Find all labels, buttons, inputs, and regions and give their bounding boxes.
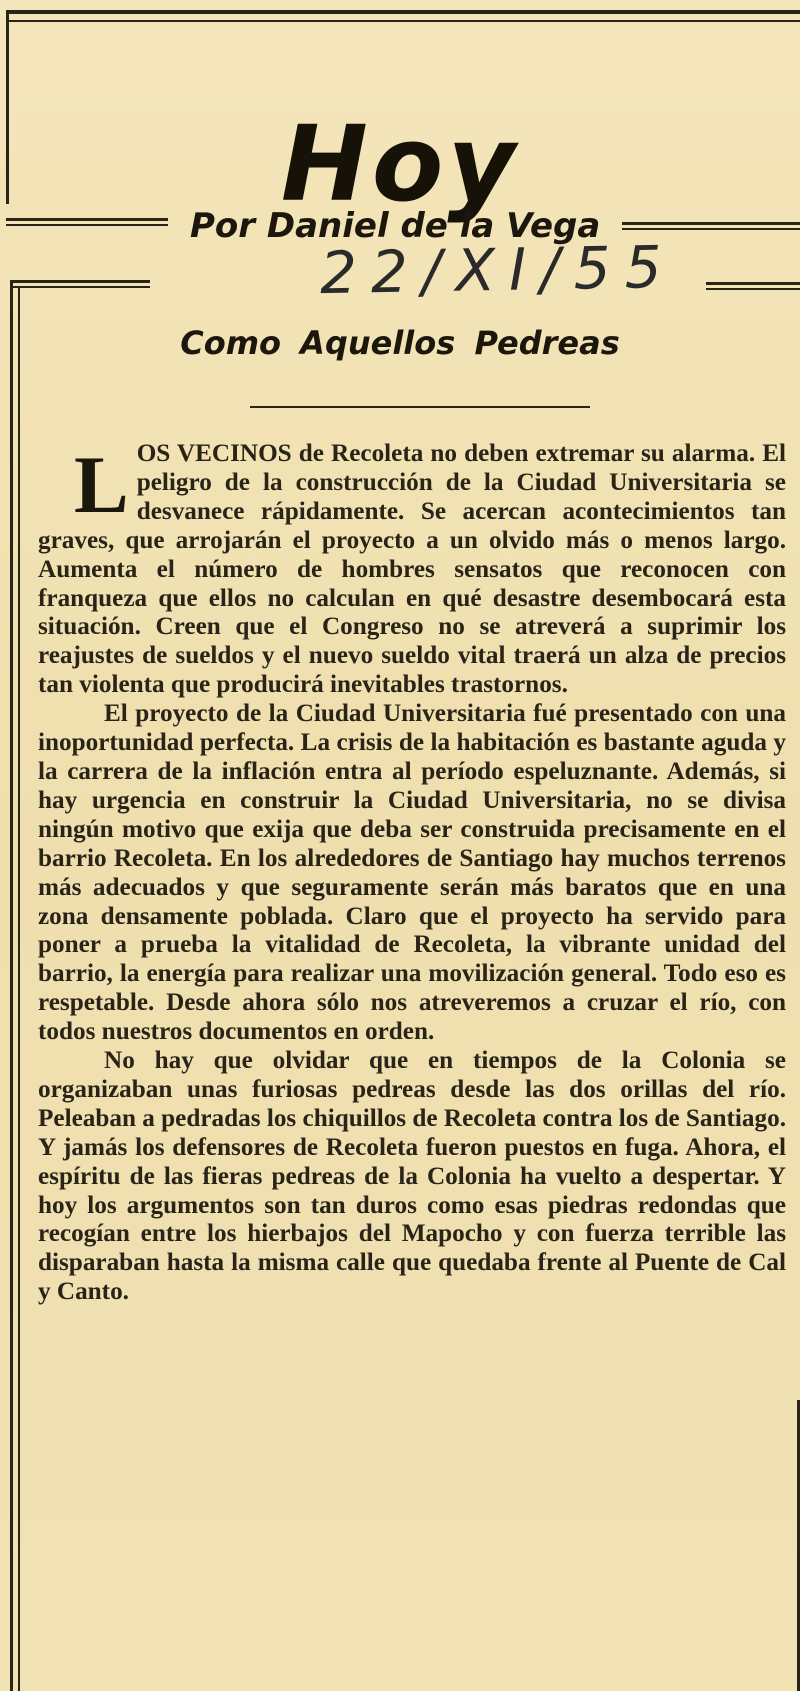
body-frame-top-left bbox=[10, 280, 150, 288]
body-frame-left-inner bbox=[18, 288, 20, 1691]
byline: Por Daniel de la Vega bbox=[190, 206, 601, 246]
article-title: Hoy bbox=[280, 102, 520, 225]
drop-cap: L bbox=[74, 439, 129, 530]
paragraph-1 bbox=[38, 440, 786, 700]
handwritten-date: 22/XI/55 bbox=[319, 232, 677, 308]
paragraph-3: No hay que olvidar que en tiempos de la Colonia se organizaban unas furiosas pedreas desde las dos orillas del río. Peleaban a pedradas los chiquillos de Recoleta contra los de Santiago. Y jamás los defensores de Recoleta fueron puestos en fuga. Ahora, el espíritu de las fieras pedreas de la Colonia ha vuelto a despertar. Y hoy los argumentos son tan duros como esas piedras redondas que recogían entre los hierbajos del Mapocho y con fuerza terrible las disparaban hasta la misma calle que quedaba frente al Puente de Cal y Canto. bbox=[38, 1047, 786, 1306]
article-subtitle: Como Aquellos Pedreas bbox=[180, 324, 620, 362]
section-divider bbox=[250, 406, 590, 408]
top-border-rule-thin bbox=[6, 20, 800, 22]
paragraph-2: El proyecto de la Ciudad Universitaria fué presentado con una inoportunidad perfecta. La crisis de la habitación es bastante aguda y la carrera de la inflación entra al período espeluznante. Además, si hay urgencia en construir la Ciudad Universitaria, no se divisa ningún motivo que exija que deba ser construida precisamente en el barrio Recoleta. En los alrededores de Santiago hay muchos terrenos más adecuados y que seguramente serán más baratos que en una zona densamente poblada. Claro que el proyecto ha servido para poner a prueba la vitalidad de Recoleta, la vibrante unidad del barrio, la energía para realizar una movilización general. Todo eso es respetable. Desde ahora sólo nos atreveremos a cruzar el río, con todos nuestros documentos en orden. bbox=[38, 700, 786, 1046]
article-body bbox=[38, 440, 786, 1307]
byline-rule-right bbox=[622, 222, 800, 230]
top-border-rule bbox=[6, 10, 800, 14]
byline-rule-left bbox=[6, 218, 168, 226]
body-frame-left-outer bbox=[10, 282, 13, 1691]
paragraph-1-text: OS VECINOS de Recoleta no deben extremar su alarma. El peligro de la construcción de la Ciudad Universitaria se desvanece rápidamente. Se acercan acontecimientos tan graves, que arrojarán el proyecto a un olvido más o menos largo. Aumenta el número de hombres sensatos que reconocen con franqueza que ellos no calculan en qué desastre desembocará esta situación. Creen que el Congreso no se atreverá a suprimir los reajustes de sueldos y el nuevo sueldo vital traerá un alza de precios tan violenta que producirá inevitables trastornos. bbox=[38, 440, 786, 699]
body-frame-top-right bbox=[706, 282, 800, 290]
